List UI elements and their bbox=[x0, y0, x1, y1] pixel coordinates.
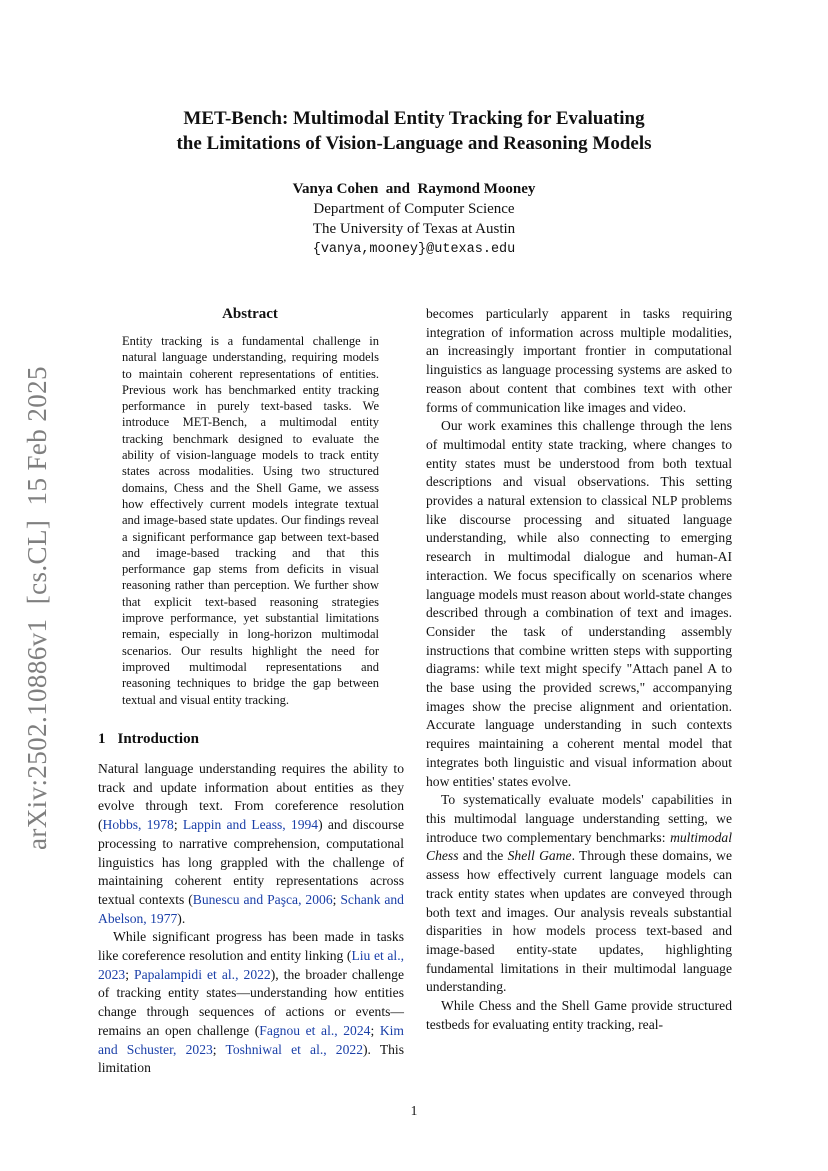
citation-link[interactable]: Lappin and Leass, 1994 bbox=[182, 817, 319, 833]
abstract-heading: Abstract bbox=[222, 306, 278, 322]
text-span: ; bbox=[125, 966, 135, 982]
text-span: and the bbox=[458, 848, 508, 864]
citation-link[interactable]: Liu et al., 2023 bbox=[98, 948, 404, 982]
paragraph: becomes particularly apparent in tasks requiring integration of information across multiple modalities, an increasingly important frontier in computational linguistics as language processing systems are asked to reason about content that combines text with other forms of communication like images and video. bbox=[426, 306, 732, 415]
paper-title bbox=[60, 106, 768, 156]
citation-link[interactable]: Fagnou et al., 2024 bbox=[259, 1022, 371, 1038]
text-span: ; bbox=[332, 891, 341, 907]
authors: Vanya Cohen and Raymond Mooney bbox=[292, 181, 536, 197]
paragraph bbox=[426, 791, 732, 997]
citation-link[interactable]: Schank and Abelson, 1977 bbox=[98, 891, 404, 926]
university: The University of Texas at Austin bbox=[312, 221, 516, 237]
text-span: While significant progress has been made in tasks like coreference resolution and entity linking ( bbox=[98, 929, 404, 964]
emphasis: Shell Game bbox=[507, 848, 572, 864]
citation-link[interactable]: Toshniwal et al., 2022 bbox=[225, 1041, 363, 1057]
text-span: ), the broader challenge of tracking entity states—understanding how entities change through sequences of actions or events—remains an open challenge ( bbox=[98, 966, 404, 1038]
citation-link[interactable]: Kim and Schuster, 2023 bbox=[98, 1022, 404, 1057]
emphasis: multimodal Chess bbox=[426, 829, 732, 864]
text-span: Natural language understanding requires the ability to track and update information about entities as they evolve through text. From coreference resolution ( bbox=[98, 761, 404, 833]
section-heading-introduction bbox=[98, 731, 199, 748]
abstract-text: Entity tracking is a fundamental challenge in natural language understanding, requiring models to maintain coherent representations of entities. Previous work has benchmarked entity tracking performance in purely text-based tasks. We introduce MET-Bench, a multimodal entity tracking benchmark designed to evaluate the ability of vision-language models to track entity states across modalities. Using two structured domains, Chess and the Shell Game, we assess how effectively current models integrate textual and image-based state updates. Our findings reveal a significant performance gap between text-based and image-based tracking and that this performance gap stems from deficits in visual reasoning rather than perception. We further show that explicit text-based reasoning strategies improve performance, yet substantial limitations remain, especially in long-horizon multimodal scenarios. Our results highlight the need for improved multimodal representations and reasoning techniques to bridge the gap between textual and visual entity tracking. bbox=[122, 334, 379, 707]
arxiv-identifier: arXiv:2502.10886v1 [cs.CL] 15 Feb 2025 bbox=[22, 366, 52, 850]
text-span: To systematically evaluate models' capabilities in this multimodal language understanding setting, we introduce two complementary benchmarks: bbox=[426, 792, 732, 845]
text-span: ; bbox=[212, 1041, 226, 1057]
paragraph: Our work examines this challenge through the lens of multimodal entity state tracking, where changes to entity states must be understood from both textual descriptions and visual observations. This setting provides a natural extension to classical NLP problems like discourse processing and situated language understanding, while also connecting to emerging research in multimodal dialogue and human-AI interaction. We focus specifically on scenarios where language models must reason about world-state changes described through a combination of text and images. Consider the task of understanding assembly instructions that combine written steps with supporting diagrams: while text might specify "Attach panel A to the base using the provided screws," accompanying images show the precise alignment and orientation. Accurate language understanding in such contexts requires maintaining a coherent mental model that integrates both linguistic and visual information about how entities' states evolve. bbox=[426, 418, 732, 789]
left-column-body bbox=[98, 760, 404, 1078]
text-span: ). bbox=[177, 910, 186, 926]
section-title: Introduction bbox=[117, 731, 199, 747]
paragraph bbox=[98, 928, 404, 1078]
email: {vanya,mooney}@utexas.edu bbox=[312, 242, 516, 257]
right-column-body bbox=[426, 305, 732, 1034]
paragraph: While Chess and the Shell Game provide structured testbeds for evaluating entity tracking, real- bbox=[426, 998, 732, 1032]
text-span: ; bbox=[370, 1022, 380, 1038]
department: Department of Computer Science bbox=[313, 201, 515, 217]
citation-link[interactable]: Bunescu and Paşca, 2006 bbox=[192, 891, 333, 907]
title-line-1: MET-Bench: Multimodal Entity Tracking for Evaluating bbox=[183, 108, 645, 129]
citation-link[interactable]: Hobbs, 1978 bbox=[102, 817, 174, 833]
title-line-2: the Limitations of Vision-Language and Reasoning Models bbox=[176, 133, 652, 154]
section-number: 1 bbox=[98, 731, 106, 747]
text-span: ; bbox=[173, 817, 183, 833]
paragraph bbox=[98, 760, 404, 928]
citation-link[interactable]: Papalampidi et al., 2022 bbox=[134, 966, 271, 982]
text-span: . Through these domains, we assess how effectively current language models can track entity states when updates are conveyed through both text and images. Our analysis reveals substantial disparities in how models process text-based and image-based entity-state updates, highlighting fundamental limitations in their multimodal language understanding. bbox=[426, 848, 732, 995]
text-span: ). This limitation bbox=[98, 1041, 404, 1076]
page-number: 1 bbox=[410, 1103, 418, 1118]
text-span: ) and discourse processing to narrative comprehension, computational linguistics has long grappled with the challenge of maintaining coherent entity representations across textual contexts ( bbox=[98, 817, 404, 907]
